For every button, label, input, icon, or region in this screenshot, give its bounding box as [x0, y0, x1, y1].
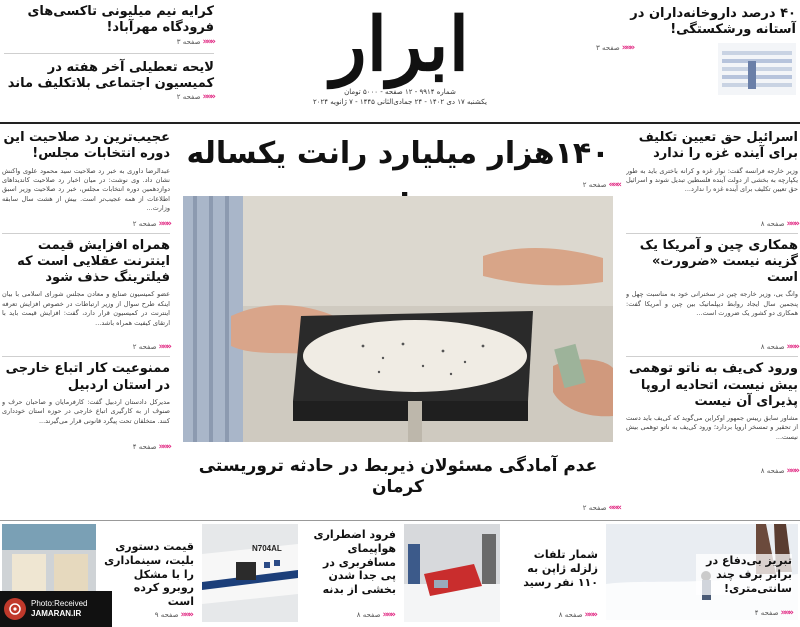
bottom-headline: فرود اضطراری هواپیمای مسافربری در پی جدا شدن بخشی از بدنه — [313, 528, 396, 596]
divider — [2, 356, 170, 357]
story-headline: همکاری چین و آمریکا یک گزینه نیست «ضرورت» است — [639, 237, 798, 285]
watermark-credit: Photo:Received — [31, 599, 88, 608]
story[interactable] — [2, 238, 170, 353]
story-headline: ممنوعیت کار اتباع خارجی در استان اردبیل — [5, 361, 170, 393]
chevron-left-icon: ««« — [608, 180, 620, 190]
jamaran-watermark — [0, 591, 112, 627]
plane-registration: N704AL — [252, 544, 282, 553]
story-headline: ورود کی‌یف به ناتو توهمی بیش نیست، اتحادیه اروپا پذیرای آن نیست — [629, 361, 798, 409]
story-body: عضو کمیسیون صنایع و معادن مجلس شورای اسلامی با بیان اینکه طرح سوال از وزیر ارتباطات در خصوص افزایش تعرفه اینترنت در کمیسیون قرار دارد، گفت: افزایش قیمت باید با ارتقای کیفیت همراه باشد... — [2, 290, 170, 327]
watermark-site: JAMARAN.IR — [31, 609, 82, 618]
left-column — [2, 130, 170, 452]
chevron-left-icon: ««« — [608, 502, 620, 513]
chevron-left-icon: ««« — [621, 42, 634, 53]
chevron-left-icon: ««« — [786, 342, 798, 353]
story[interactable] — [626, 361, 798, 476]
masthead-rule — [0, 122, 800, 124]
jamaran-logo-icon — [4, 598, 26, 620]
quake-photo — [404, 524, 500, 622]
story[interactable] — [626, 130, 798, 229]
story-body: مدیرکل دادستان اردبیل گفت: کارفرمایان و صاحبان حرف و صنوف از به کارگیری اتباع خارجی در حوزه استان خودداری کنند. متخلفان تحت پیگرد قانونی قرار می‌گیرند... — [2, 397, 170, 425]
main-story[interactable] — [176, 128, 620, 514]
page-ref: ««« صفحه ۸ — [558, 610, 596, 620]
story-body: عبدالرضا داوری به خبر رد صلاحیت سید محمود علوی واکنش نشان داد. وی نوشت: در میان اخبار رد صلاحیت کاندیداهای دوازدهمین دوره انتخابات مجلس، خبر رد صلاحیت وزیر اسبق اطلاعات از همه عجیب‌تر است. بیش از هشت سال سابقه وزارت... — [2, 166, 170, 213]
top-left-briefs — [4, 4, 214, 102]
brief-headline: لایحه تعطیلی آخر هفته در کمیسیون اجتماعی بلاتکلیف ماند — [7, 59, 214, 91]
bottom-story[interactable] — [606, 524, 798, 624]
bottom-story[interactable] — [202, 524, 398, 624]
page-ref: ««« صفحه ۸ — [760, 466, 798, 476]
chevron-left-icon: ««« — [158, 441, 170, 452]
bottom-headline: تبریز بی‌دفاع در برابر برف چند سانتی‌متری! — [696, 554, 792, 595]
story[interactable] — [2, 361, 170, 452]
page-ref: ««« صفحه ۳ — [176, 36, 214, 47]
chevron-left-icon: ««« — [780, 608, 792, 618]
page-ref: ««« صفحه ۴ — [754, 608, 792, 618]
brief-headline: کرایه نیم میلیونی تاکسی‌های فرودگاه مهرآباد! — [27, 4, 214, 36]
divider — [626, 233, 798, 234]
chevron-left-icon: ««« — [202, 92, 214, 102]
issue-info: شماره ۹۹۱۴ - ۱۲ صفحه - ۵۰۰۰ تومان — [344, 88, 456, 96]
page-ref: ««« صفحه ۸ — [356, 610, 394, 620]
date-line: یکشنبه ۱۷ دی ۱۴۰۲ - ۲۴ جمادی‌الثانی ۱۴۴۵ - ۷ ژانویه ۲۰۲۴ — [313, 98, 487, 106]
divider — [626, 356, 798, 357]
divider — [2, 233, 170, 234]
bottom-headline: قیمت دستوری بلیت، سینماداری را با مشکل روبرو کرده است — [104, 540, 194, 608]
brief-item[interactable] — [4, 4, 214, 47]
chevron-left-icon: ««« — [180, 610, 192, 620]
page-ref: صفحه ۲ ««« — [582, 180, 620, 190]
page-ref: صفحه ۲ ««« — [582, 502, 620, 513]
brief-item[interactable] — [4, 60, 214, 103]
bottom-rule — [0, 520, 800, 521]
chevron-left-icon: ««« — [584, 610, 596, 620]
chevron-left-icon: ««« — [786, 466, 798, 476]
page-ref: ««« صفحه ۸ — [760, 342, 798, 353]
story-headline: همراه افزایش قیمت اینترنت عقلایی است که فیلترینگ حذف شود — [17, 237, 170, 285]
story[interactable] — [626, 238, 798, 353]
top-right-brief[interactable] — [596, 6, 796, 95]
story-body: وانگ یی، وزیر خارجه چین در سخنرانی خود به مناسبت چهل و پنجمین سال ایجاد روابط دیپلماتیک بین چین و آمریکا گفت: همکاری دو کشور یک ضرورت است... — [626, 290, 798, 318]
masthead — [240, 0, 560, 118]
chevron-left-icon: ««« — [158, 342, 170, 353]
chevron-left-icon: ««« — [158, 218, 170, 229]
right-column — [626, 130, 798, 476]
page-ref: ««« صفحه ۲ — [132, 218, 170, 229]
main-headline: ۱۴۰هزار میلیارد رانت یکساله — [186, 136, 610, 171]
story[interactable] — [2, 130, 170, 229]
page-ref: ««« صفحه ۸ — [760, 218, 798, 229]
story-body: وزیر خارجه فرانسه گفت: نوار غزه و کرانه باختری باید به طور یکپارچه به بخشی از دولت آینده فلسطین تبدیل شوند و اسرائیل حق تعیین تکلیف برای آینده غزه را ندارد... — [626, 166, 798, 194]
chevron-left-icon: ««« — [202, 36, 214, 47]
chevron-left-icon: ««« — [786, 218, 798, 229]
chevron-left-icon: ««« — [382, 610, 394, 620]
story-headline: اسرائیل حق تعیین تکلیف برای آینده غزه را ندارد — [638, 130, 798, 162]
brief-headline: ۴۰ درصد داروخانه‌داران در آستانه ورشکستگی! — [630, 6, 796, 38]
second-headline: عدم آمادگی مسئولان ذیربط در حادثه تروریستی کرمان — [198, 456, 598, 498]
bottom-story[interactable] — [404, 524, 600, 624]
story-body: مشاور سابق رییس جمهور اوکراین می‌گوید که کی‌یف باید دست از تحقیر و تمسخر اروپا بردارد؛ ورود کی‌یف به ناتو توهمی بیش نیست... — [626, 414, 798, 441]
bottom-strip — [0, 524, 800, 627]
pharmacy-photo — [718, 43, 796, 95]
story-headline: عجیب‌ترین رد صلاحیت این دوره انتخابات مجلس! — [3, 130, 170, 162]
plane-photo — [202, 524, 298, 622]
divider — [4, 53, 214, 54]
page-ref: ««« صفحه ۲ — [176, 92, 214, 102]
bread-photo — [183, 196, 613, 442]
bottom-headline: شمار تلفات زلزله ژاپن به ۱۱۰ نفر رسید — [523, 548, 598, 589]
newspaper-logo: ابرار — [330, 2, 470, 88]
page-ref: ««« صفحه ۳ — [596, 42, 634, 53]
page-ref: ««« صفحه ۴ — [132, 441, 170, 452]
page-ref: ««« صفحه ۹ — [154, 610, 192, 620]
page-ref: ««« صفحه ۲ — [132, 342, 170, 353]
